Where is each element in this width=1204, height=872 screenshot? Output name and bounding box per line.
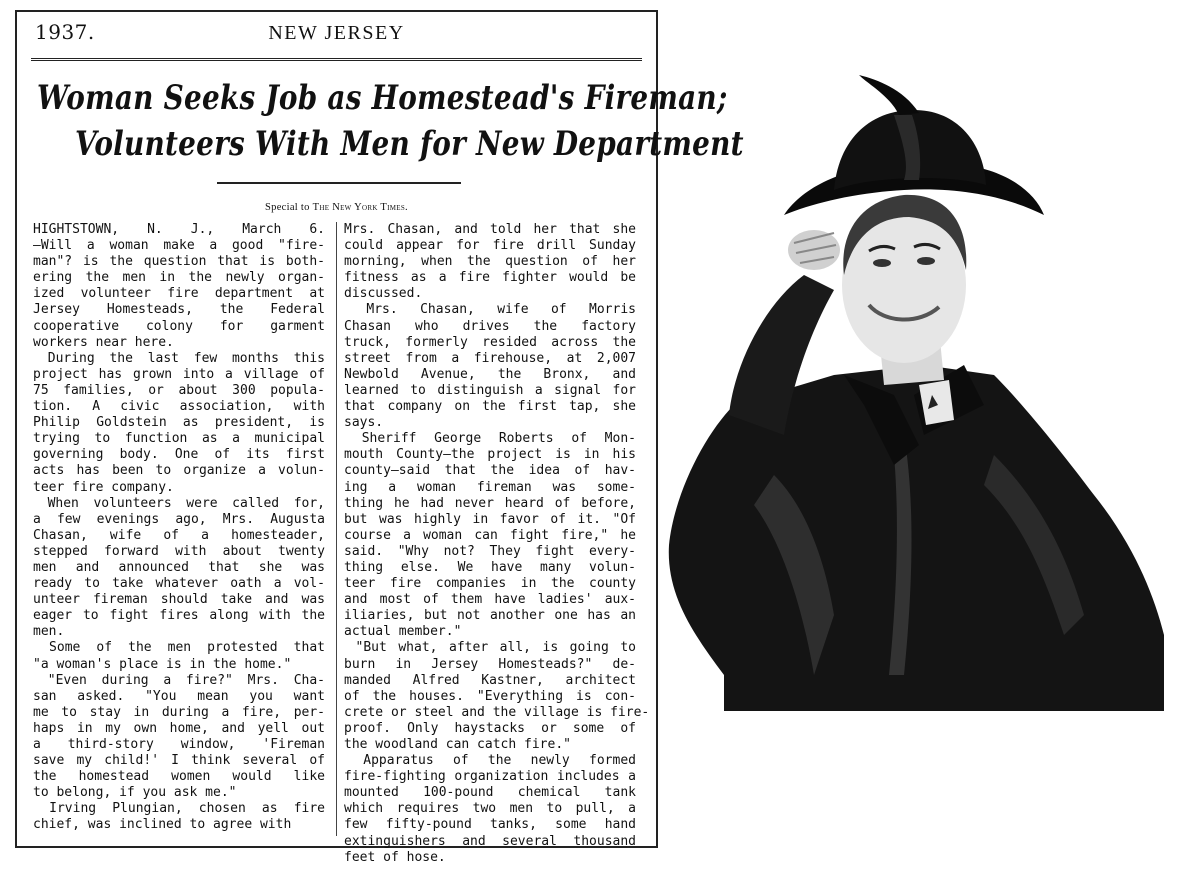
article-line: discussed. bbox=[344, 286, 423, 302]
article-paragraph bbox=[33, 351, 325, 496]
article-line: san asked. "You mean you want bbox=[33, 688, 325, 704]
article-line: trying to function as a municipal bbox=[33, 431, 325, 447]
article-line: Apparatus of the newly formed bbox=[344, 753, 636, 769]
article-line: to belong, if you ask me." bbox=[33, 785, 237, 801]
article-line: which requires two men to pull, a bbox=[344, 801, 636, 817]
article-line: street from a firehouse, at 2,007 bbox=[344, 350, 636, 366]
article-column-2 bbox=[344, 222, 650, 866]
article-line: extinguishers and several thousand bbox=[344, 833, 636, 849]
article-line: feet of hose. bbox=[344, 849, 446, 865]
article-line: unteer fireman should take and was bbox=[33, 592, 325, 608]
byline-paper: The New York Times. bbox=[312, 202, 408, 213]
article-line: iliaries, but not another one has an bbox=[344, 608, 636, 624]
article-paragraph bbox=[33, 640, 325, 672]
article-line: Irving Plungian, chosen as fire bbox=[33, 801, 325, 817]
article-line: manded Alfred Kastner, architect bbox=[344, 672, 636, 688]
article-paragraph bbox=[33, 673, 325, 802]
headline-rule bbox=[217, 182, 461, 184]
article-line: Newbold Avenue, the Bronx, and bbox=[344, 366, 636, 382]
article-line: 75 families, or about 300 popula- bbox=[33, 382, 325, 398]
article-line: says. bbox=[344, 415, 384, 431]
article-line: but was highly in favor of it. "Of bbox=[344, 511, 636, 527]
article-paragraph bbox=[344, 222, 636, 302]
article-line: cooperative colony for garment bbox=[33, 318, 325, 334]
article-line: morning, when the question of her bbox=[344, 254, 636, 270]
article-line: burn in Jersey Homesteads?" de- bbox=[344, 656, 636, 672]
article-line: Jersey Homesteads, the Federal bbox=[33, 302, 325, 318]
article-line: of the houses. "Everything is con- bbox=[344, 688, 636, 704]
article-line: county—said that the idea of hav- bbox=[344, 463, 636, 479]
article-line: a third-story window, 'Fireman bbox=[33, 737, 325, 752]
article-line: "But what, after all, is going to bbox=[344, 640, 636, 656]
article-paragraph bbox=[33, 801, 325, 833]
article-line: "a woman's place is in the home." bbox=[33, 656, 292, 672]
article-paragraph bbox=[344, 640, 650, 753]
header-rule bbox=[31, 58, 642, 61]
article-line: mouth County—the project is in his bbox=[344, 447, 636, 463]
article-line: project has grown into a village of bbox=[33, 366, 325, 382]
article-line: haps in my own home, and yell out bbox=[33, 720, 325, 736]
article-paragraph bbox=[344, 302, 636, 431]
article-line: governing body. One of its first bbox=[33, 447, 325, 463]
article-line: ering the men in the newly organ- bbox=[33, 270, 325, 286]
article-line: truck, formerly resided across the bbox=[344, 334, 636, 350]
article-line: Mrs. Chasan, wife of Morris bbox=[344, 302, 636, 318]
byline-prefix: Special to bbox=[265, 202, 310, 213]
article-line: few fifty-pound tanks, some hand bbox=[344, 817, 636, 833]
article-line: teer fire companies in the county bbox=[344, 576, 636, 592]
article-line: the woodland can catch fire." bbox=[344, 737, 571, 752]
article-line: Mrs. Chasan, and told her that she bbox=[344, 222, 636, 237]
article-line: —Will a woman make a good "fire- bbox=[33, 238, 325, 254]
article-line: me to stay in during a fire, per- bbox=[33, 704, 325, 720]
article-line: save my child!' I think several of bbox=[33, 753, 325, 769]
article-line: thing else. We have many volun- bbox=[344, 559, 636, 575]
article-line: men. bbox=[33, 624, 65, 640]
headline-line-1: Woman Seeks Job as Homestead's Fireman; bbox=[37, 78, 728, 118]
article-line: fire-fighting organization includes a bbox=[344, 769, 636, 785]
article-column-1 bbox=[33, 222, 325, 834]
article-line: ized volunteer fire department at bbox=[33, 286, 325, 302]
article-paragraph bbox=[344, 753, 636, 866]
article-line: Chasan who drives the factory bbox=[344, 318, 636, 334]
headline-line-2: Volunteers With Men for New Department bbox=[75, 124, 744, 164]
article-line: learned to distinguish a signal for bbox=[344, 382, 636, 398]
article-line: ing a woman fireman was some- bbox=[344, 479, 636, 495]
article-line: and most of them have ladies' aux- bbox=[344, 592, 636, 608]
byline bbox=[17, 202, 656, 213]
article-line: said. "Why not? They fight every- bbox=[344, 543, 636, 559]
column-divider bbox=[336, 222, 337, 836]
article-paragraph bbox=[33, 496, 325, 641]
article-line: tion. A civic association, with bbox=[33, 399, 325, 415]
article-line: teer fire company. bbox=[33, 479, 174, 495]
article-line: "Even during a fire?" Mrs. Cha- bbox=[33, 672, 325, 688]
article-line: men and announced that she was bbox=[33, 559, 325, 575]
article-line: proof. Only haystacks or some of bbox=[344, 720, 636, 736]
article-line: Some of the men protested that bbox=[33, 640, 325, 656]
article-line: fitness as a fire fighter would be bbox=[344, 270, 636, 286]
article-line: mounted 100-pound chemical tank bbox=[344, 785, 636, 801]
article-line: workers near here. bbox=[33, 334, 174, 350]
article-line: acts has been to organize a volun- bbox=[33, 463, 325, 479]
article-line: actual member." bbox=[344, 624, 462, 640]
article-line: When volunteers were called for, bbox=[33, 495, 325, 511]
article-line: Chasan, wife of a homesteader, bbox=[33, 527, 325, 543]
article-line: Sheriff George Roberts of Mon- bbox=[344, 431, 636, 447]
article-line: could appear for fire drill Sunday bbox=[344, 238, 636, 254]
article-line: During the last few months this bbox=[33, 350, 325, 366]
article-line: eager to fight fires along with the bbox=[33, 608, 325, 624]
article-line: course a woman can fight fire," he bbox=[344, 527, 636, 543]
article-line: a few evenings ago, Mrs. Augusta bbox=[33, 511, 325, 527]
article-line: HIGHTSTOWN, N. J., March 6. bbox=[33, 222, 325, 237]
article-line: crete or steel and the village is fire- bbox=[344, 704, 650, 720]
woman-firefighter-photo bbox=[664, 75, 1164, 711]
article-line: stepped forward with about twenty bbox=[33, 543, 325, 559]
article-line: chief, was inclined to agree with bbox=[33, 817, 292, 833]
article-line: ready to take whatever oath a vol- bbox=[33, 576, 325, 592]
article-line: the homestead women would like bbox=[33, 769, 325, 785]
section-title: NEW JERSEY bbox=[268, 22, 405, 44]
article-paragraph bbox=[344, 431, 636, 640]
article-line: that company on the first tap, she bbox=[344, 399, 636, 415]
article-line: Philip Goldstein as president, is bbox=[33, 415, 325, 431]
article-line: thing he had never heard of before, bbox=[344, 495, 636, 511]
article-paragraph bbox=[33, 222, 325, 351]
newspaper-clipping bbox=[15, 10, 744, 865]
date-line: 1937. bbox=[35, 20, 95, 44]
article-line: man"? is the question that is both- bbox=[33, 254, 325, 270]
